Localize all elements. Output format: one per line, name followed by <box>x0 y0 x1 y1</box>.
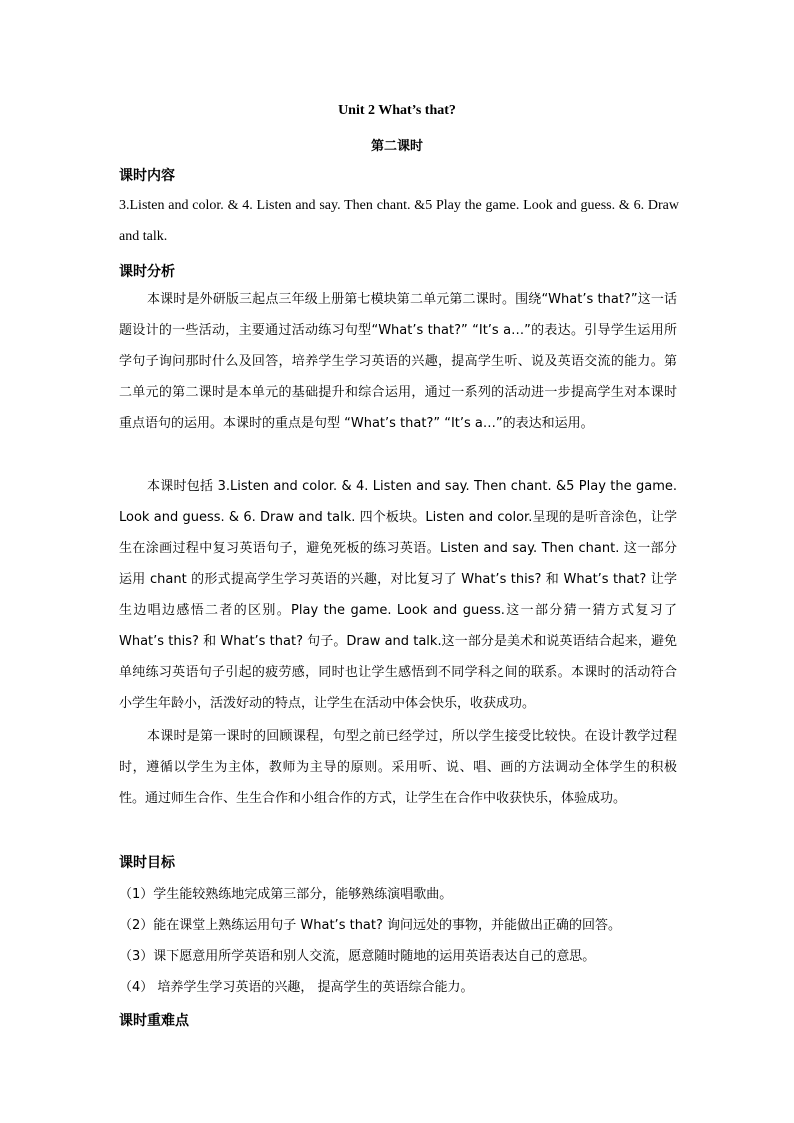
content-text: 3.Listen and color. & 4. Listen and say. Then chant. &5 Play the game. Look and guess. & 6. Draw and talk. <box>119 198 679 244</box>
difficulty-heading: 课时重难点 <box>119 1013 189 1029</box>
content-heading: 课时内容 <box>119 168 175 184</box>
lesson-subtitle: 第二课时 <box>370 139 423 154</box>
analysis-paragraph-1: 本课时是外研版三起点三年级上册第七模块第二单元第二课时。围绕“What’s that?”这一话题设计的一些活动，主要通过活动练习句型“What’s that?” “It’s a…”的表达。引导学生运用所学句子询问那时什么及回答，培养学生学习英语的兴趣，提高学生听、说及英语交流的能力。第二单元的第二课时是本单元的基础提升和综合运用，通过一系列的活动进一步提高学生对本课时重点语句的运用。本课时的重点是句型 “What’s that?” “It’s a…”的表达和运用。 <box>119 292 677 431</box>
objective-item: （2）能在课堂上熟练运用句子 What’s that? 询问远处的事物，并能做出正确的回答。 <box>119 918 622 933</box>
objectives-heading: 课时目标 <box>119 855 175 871</box>
analysis-paragraph-3: 本课时是第一课时的回顾课程，句型之前已经学过，所以学生接受比较快。在设计教学过程时，遵循以学生为主体，教师为主导的原则。采用听、说、唱、画的方法调动全体学生的积极性。通过师生合作、生生合作和小组合作的方式，让学生在合作中收获快乐，体验成功。 <box>119 729 677 806</box>
document-title: Unit 2 What’s that? <box>338 103 456 118</box>
objective-item: （3）课下愿意用所学英语和别人交流，愿意随时随地的运用英语表达自己的意思。 <box>119 949 596 964</box>
objective-item: （4） 培养学生学习英语的兴趣， 提高学生的英语综合能力。 <box>119 980 474 995</box>
objective-item: （1）学生能较熟练地完成第三部分，能够熟练演唱歌曲。 <box>119 887 453 902</box>
analysis-paragraph-2: 本课时包括 3.Listen and color. & 4. Listen and say. Then chant. &5 Play the game. Look and guess. & 6. Draw and talk. 四个板块。Listen and color.呈现的是听音涂色，让学生在涂画过程中复习英语句子，避免死板的练习英语。Listen and say. Then chant. 这一部分运用 chant 的形式提高学生学习英语的兴趣，对比复习了 What’s this? 和 What’s that? 让学生边唱边感悟二者的区别。Play the game. Look and guess.这一部分猜一猜方式复习了 What’s this? 和 What’s that? 句子。Draw and talk.这一部分是美术和说英语结合起来，避免单纯练习英语句子引起的疲劳感，同时也让学生感悟到不同学科之间的联系。本课时的活动符合小学生年龄小，活泼好动的特点，让学生在活动中体会快乐，收获成功。 <box>119 479 677 711</box>
analysis-heading: 课时分析 <box>119 264 175 280</box>
